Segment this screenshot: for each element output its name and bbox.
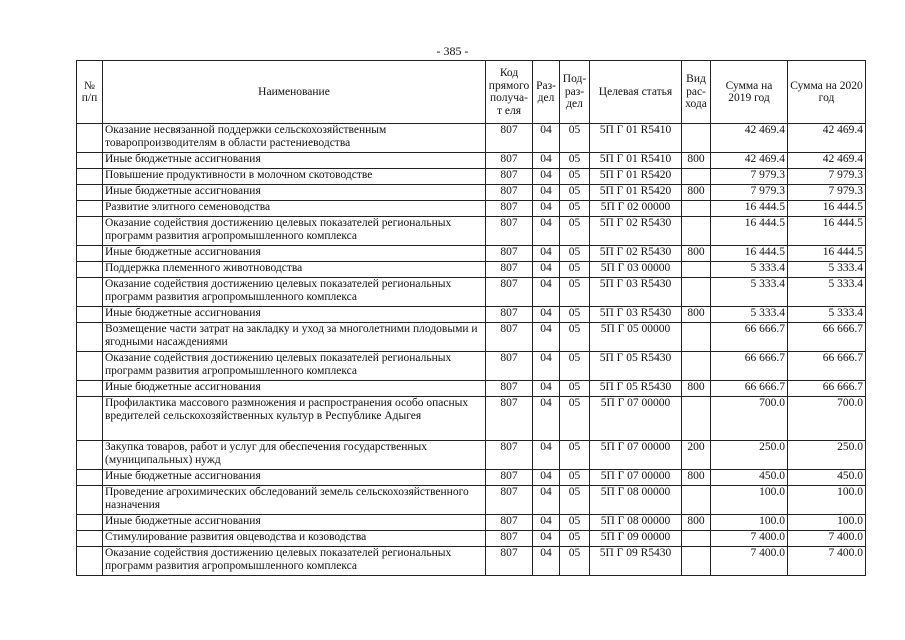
cell-num bbox=[77, 185, 103, 201]
cell-num bbox=[77, 307, 103, 323]
cell-code: 807 bbox=[486, 169, 533, 185]
cell-num bbox=[77, 547, 103, 576]
cell-podrazdel: 05 bbox=[560, 307, 590, 323]
cell-vid bbox=[682, 486, 711, 515]
header-article: Целевая статья bbox=[590, 61, 682, 124]
header-num: № п/п bbox=[77, 61, 103, 124]
cell-code: 807 bbox=[486, 441, 533, 470]
header-sum-2019: Сумма на 2019 год bbox=[711, 61, 788, 124]
cell-vid: 800 bbox=[682, 470, 711, 486]
cell-vid: 200 bbox=[682, 441, 711, 470]
cell-sum-2019: 42 469.4 bbox=[711, 153, 788, 169]
table-row bbox=[77, 124, 866, 153]
cell-razdel: 04 bbox=[533, 307, 560, 323]
cell-podrazdel: 05 bbox=[560, 169, 590, 185]
cell-vid: 800 bbox=[682, 515, 711, 531]
cell-name: Иные бюджетные ассигнования bbox=[103, 185, 486, 201]
cell-vid bbox=[682, 124, 711, 153]
cell-vid bbox=[682, 397, 711, 441]
cell-code: 807 bbox=[486, 217, 533, 246]
cell-sum-2020: 450.0 bbox=[788, 470, 866, 486]
header-row bbox=[77, 61, 866, 124]
table-row bbox=[77, 397, 866, 441]
table-row bbox=[77, 547, 866, 576]
cell-razdel: 04 bbox=[533, 323, 560, 352]
cell-vid bbox=[682, 217, 711, 246]
cell-sum-2020: 250.0 bbox=[788, 441, 866, 470]
table-row bbox=[77, 185, 866, 201]
cell-sum-2019: 66 666.7 bbox=[711, 381, 788, 397]
cell-sum-2020: 66 666.7 bbox=[788, 352, 866, 381]
cell-num bbox=[77, 278, 103, 307]
cell-podrazdel: 05 bbox=[560, 323, 590, 352]
cell-article: 5П Г 08 00000 bbox=[590, 515, 682, 531]
cell-num bbox=[77, 169, 103, 185]
cell-article: 5П Г 01 R5410 bbox=[590, 124, 682, 153]
cell-name: Иные бюджетные ассигнования bbox=[103, 515, 486, 531]
cell-name: Оказание содействия достижению целевых показателей региональных программ развития агропромышленного комплекса bbox=[103, 278, 486, 307]
cell-razdel: 04 bbox=[533, 441, 560, 470]
cell-sum-2019: 42 469.4 bbox=[711, 124, 788, 153]
cell-name: Закупка товаров, работ и услуг для обеспечения государственных (муниципальных) нужд bbox=[103, 441, 486, 470]
cell-code: 807 bbox=[486, 185, 533, 201]
cell-name: Стимулирование развития овцеводства и козоводства bbox=[103, 531, 486, 547]
cell-num bbox=[77, 486, 103, 515]
cell-sum-2020: 16 444.5 bbox=[788, 201, 866, 217]
cell-article: 5П Г 02 R5430 bbox=[590, 217, 682, 246]
cell-code: 807 bbox=[486, 381, 533, 397]
cell-code: 807 bbox=[486, 278, 533, 307]
cell-sum-2020: 100.0 bbox=[788, 486, 866, 515]
cell-vid bbox=[682, 531, 711, 547]
cell-razdel: 04 bbox=[533, 470, 560, 486]
cell-sum-2020: 7 979.3 bbox=[788, 169, 866, 185]
cell-sum-2020: 16 444.5 bbox=[788, 246, 866, 262]
cell-podrazdel: 05 bbox=[560, 397, 590, 441]
cell-code: 807 bbox=[486, 515, 533, 531]
cell-sum-2019: 450.0 bbox=[711, 470, 788, 486]
table-row bbox=[77, 246, 866, 262]
cell-article: 5П Г 05 00000 bbox=[590, 323, 682, 352]
cell-vid: 800 bbox=[682, 153, 711, 169]
cell-sum-2020: 66 666.7 bbox=[788, 381, 866, 397]
cell-vid bbox=[682, 352, 711, 381]
cell-sum-2020: 7 979.3 bbox=[788, 185, 866, 201]
cell-sum-2020: 100.0 bbox=[788, 515, 866, 531]
cell-razdel: 04 bbox=[533, 169, 560, 185]
cell-article: 5П Г 02 00000 bbox=[590, 201, 682, 217]
table-row bbox=[77, 515, 866, 531]
cell-podrazdel: 05 bbox=[560, 278, 590, 307]
header-podrazdel: Под- раз- дел bbox=[560, 61, 590, 124]
cell-num bbox=[77, 262, 103, 278]
cell-article: 5П Г 01 R5420 bbox=[590, 185, 682, 201]
cell-code: 807 bbox=[486, 486, 533, 515]
cell-podrazdel: 05 bbox=[560, 153, 590, 169]
cell-podrazdel: 05 bbox=[560, 217, 590, 246]
cell-razdel: 04 bbox=[533, 531, 560, 547]
table-row bbox=[77, 201, 866, 217]
table-row bbox=[77, 531, 866, 547]
cell-razdel: 04 bbox=[533, 153, 560, 169]
cell-sum-2019: 16 444.5 bbox=[711, 246, 788, 262]
cell-sum-2019: 66 666.7 bbox=[711, 323, 788, 352]
cell-razdel: 04 bbox=[533, 246, 560, 262]
cell-podrazdel: 05 bbox=[560, 547, 590, 576]
cell-num bbox=[77, 124, 103, 153]
cell-sum-2019: 700.0 bbox=[711, 397, 788, 441]
cell-sum-2020: 5 333.4 bbox=[788, 262, 866, 278]
cell-sum-2019: 100.0 bbox=[711, 486, 788, 515]
cell-code: 807 bbox=[486, 323, 533, 352]
header-sum-2020: Сумма на 2020 год bbox=[788, 61, 866, 124]
cell-article: 5П Г 01 R5410 bbox=[590, 153, 682, 169]
cell-name: Иные бюджетные ассигнования bbox=[103, 246, 486, 262]
cell-num bbox=[77, 323, 103, 352]
cell-sum-2019: 7 400.0 bbox=[711, 531, 788, 547]
cell-sum-2020: 16 444.5 bbox=[788, 217, 866, 246]
cell-vid bbox=[682, 278, 711, 307]
table-row bbox=[77, 486, 866, 515]
cell-podrazdel: 05 bbox=[560, 381, 590, 397]
table-row bbox=[77, 169, 866, 185]
cell-article: 5П Г 07 00000 bbox=[590, 470, 682, 486]
cell-code: 807 bbox=[486, 531, 533, 547]
cell-name: Проведение агрохимических обследований земель сельскохозяйственного назначения bbox=[103, 486, 486, 515]
cell-razdel: 04 bbox=[533, 278, 560, 307]
cell-num bbox=[77, 352, 103, 381]
cell-article: 5П Г 05 R5430 bbox=[590, 381, 682, 397]
cell-sum-2019: 250.0 bbox=[711, 441, 788, 470]
cell-sum-2019: 7 400.0 bbox=[711, 547, 788, 576]
cell-name: Поддержка племенного животноводства bbox=[103, 262, 486, 278]
table-row bbox=[77, 323, 866, 352]
cell-num bbox=[77, 531, 103, 547]
cell-article: 5П Г 07 00000 bbox=[590, 441, 682, 470]
cell-sum-2020: 42 469.4 bbox=[788, 153, 866, 169]
cell-sum-2019: 100.0 bbox=[711, 515, 788, 531]
table-row bbox=[77, 441, 866, 470]
cell-razdel: 04 bbox=[533, 352, 560, 381]
cell-name: Оказание несвязанной поддержки сельскохозяйственным товаропроизводителям в области растениеводства bbox=[103, 124, 486, 153]
cell-name: Иные бюджетные ассигнования bbox=[103, 153, 486, 169]
cell-vid bbox=[682, 262, 711, 278]
cell-razdel: 04 bbox=[533, 547, 560, 576]
cell-article: 5П Г 05 R5430 bbox=[590, 352, 682, 381]
cell-vid: 800 bbox=[682, 307, 711, 323]
cell-podrazdel: 05 bbox=[560, 470, 590, 486]
cell-code: 807 bbox=[486, 246, 533, 262]
table-row bbox=[77, 262, 866, 278]
cell-sum-2020: 7 400.0 bbox=[788, 531, 866, 547]
cell-razdel: 04 bbox=[533, 515, 560, 531]
cell-sum-2019: 66 666.7 bbox=[711, 352, 788, 381]
cell-vid bbox=[682, 547, 711, 576]
cell-vid: 800 bbox=[682, 246, 711, 262]
cell-sum-2019: 7 979.3 bbox=[711, 185, 788, 201]
cell-num bbox=[77, 246, 103, 262]
table-row bbox=[77, 470, 866, 486]
cell-code: 807 bbox=[486, 307, 533, 323]
cell-num bbox=[77, 381, 103, 397]
cell-article: 5П Г 08 00000 bbox=[590, 486, 682, 515]
cell-razdel: 04 bbox=[533, 201, 560, 217]
cell-podrazdel: 05 bbox=[560, 531, 590, 547]
cell-code: 807 bbox=[486, 124, 533, 153]
cell-vid bbox=[682, 201, 711, 217]
cell-name: Оказание содействия достижению целевых показателей региональных программ развития агропромышленного комплекса bbox=[103, 352, 486, 381]
header-code: Код прямого получа-т еля bbox=[486, 61, 533, 124]
cell-razdel: 04 bbox=[533, 185, 560, 201]
cell-article: 5П Г 01 R5420 bbox=[590, 169, 682, 185]
page-number: - 385 - bbox=[436, 44, 469, 58]
cell-razdel: 04 bbox=[533, 381, 560, 397]
cell-sum-2019: 16 444.5 bbox=[711, 201, 788, 217]
cell-sum-2020: 700.0 bbox=[788, 397, 866, 441]
cell-razdel: 04 bbox=[533, 486, 560, 515]
cell-podrazdel: 05 bbox=[560, 185, 590, 201]
cell-podrazdel: 05 bbox=[560, 352, 590, 381]
cell-sum-2019: 5 333.4 bbox=[711, 307, 788, 323]
cell-code: 807 bbox=[486, 262, 533, 278]
cell-name: Иные бюджетные ассигнования bbox=[103, 307, 486, 323]
cell-article: 5П Г 02 R5430 bbox=[590, 246, 682, 262]
cell-podrazdel: 05 bbox=[560, 262, 590, 278]
cell-sum-2020: 42 469.4 bbox=[788, 124, 866, 153]
cell-name: Иные бюджетные ассигнования bbox=[103, 470, 486, 486]
cell-code: 807 bbox=[486, 547, 533, 576]
cell-article: 5П Г 03 R5430 bbox=[590, 278, 682, 307]
cell-code: 807 bbox=[486, 153, 533, 169]
header-razdel: Раз- дел bbox=[533, 61, 560, 124]
cell-name: Оказание содействия достижению целевых показателей региональных программ развития агропромышленного комплекса bbox=[103, 547, 486, 576]
cell-num bbox=[77, 515, 103, 531]
cell-razdel: 04 bbox=[533, 397, 560, 441]
cell-num bbox=[77, 217, 103, 246]
cell-sum-2019: 7 979.3 bbox=[711, 169, 788, 185]
cell-razdel: 04 bbox=[533, 124, 560, 153]
cell-podrazdel: 05 bbox=[560, 124, 590, 153]
cell-razdel: 04 bbox=[533, 217, 560, 246]
table-row bbox=[77, 217, 866, 246]
cell-name: Оказание содействия достижению целевых показателей региональных программ развития агропромышленного комплекса bbox=[103, 217, 486, 246]
cell-name: Возмещение части затрат на закладку и уход за многолетними плодовыми и ягодными насаждениями bbox=[103, 323, 486, 352]
cell-sum-2019: 5 333.4 bbox=[711, 262, 788, 278]
cell-sum-2019: 16 444.5 bbox=[711, 217, 788, 246]
cell-code: 807 bbox=[486, 470, 533, 486]
cell-sum-2020: 66 666.7 bbox=[788, 323, 866, 352]
table-row bbox=[77, 307, 866, 323]
cell-name: Развитие элитного семеноводства bbox=[103, 201, 486, 217]
cell-sum-2019: 5 333.4 bbox=[711, 278, 788, 307]
cell-sum-2020: 5 333.4 bbox=[788, 307, 866, 323]
cell-podrazdel: 05 bbox=[560, 486, 590, 515]
cell-num bbox=[77, 153, 103, 169]
cell-sum-2020: 7 400.0 bbox=[788, 547, 866, 576]
cell-razdel: 04 bbox=[533, 262, 560, 278]
cell-vid bbox=[682, 323, 711, 352]
cell-article: 5П Г 03 R5430 bbox=[590, 307, 682, 323]
cell-name: Иные бюджетные ассигнования bbox=[103, 381, 486, 397]
cell-podrazdel: 05 bbox=[560, 246, 590, 262]
cell-code: 807 bbox=[486, 352, 533, 381]
cell-name: Повышение продуктивности в молочном скотоводстве bbox=[103, 169, 486, 185]
header-name: Наименование bbox=[103, 61, 486, 124]
cell-podrazdel: 05 bbox=[560, 201, 590, 217]
cell-num bbox=[77, 201, 103, 217]
cell-num bbox=[77, 397, 103, 441]
cell-num bbox=[77, 441, 103, 470]
cell-article: 5П Г 03 00000 bbox=[590, 262, 682, 278]
cell-code: 807 bbox=[486, 397, 533, 441]
table-row bbox=[77, 153, 866, 169]
cell-article: 5П Г 07 00000 bbox=[590, 397, 682, 441]
header-vid: Вид рас- хода bbox=[682, 61, 711, 124]
cell-article: 5П Г 09 R5430 bbox=[590, 547, 682, 576]
cell-code: 807 bbox=[486, 201, 533, 217]
cell-podrazdel: 05 bbox=[560, 441, 590, 470]
table-row bbox=[77, 381, 866, 397]
table-row bbox=[77, 352, 866, 381]
cell-sum-2020: 5 333.4 bbox=[788, 278, 866, 307]
table-row bbox=[77, 278, 866, 307]
cell-vid: 800 bbox=[682, 185, 711, 201]
cell-vid: 800 bbox=[682, 381, 711, 397]
cell-podrazdel: 05 bbox=[560, 515, 590, 531]
budget-table bbox=[76, 60, 866, 576]
cell-name: Профилактика массового размножения и распространения особо опасных вредителей сельскохозяйственных культур в Республике Адыгея bbox=[103, 397, 486, 441]
cell-num bbox=[77, 470, 103, 486]
cell-article: 5П Г 09 00000 bbox=[590, 531, 682, 547]
cell-vid bbox=[682, 169, 711, 185]
